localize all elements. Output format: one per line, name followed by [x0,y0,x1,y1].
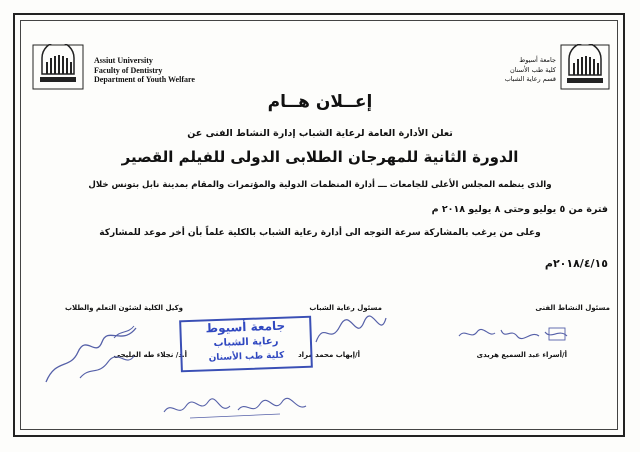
signature-role-art: مسئول النشاط الفنى [535,304,610,312]
english-header-university: Assiut University [94,56,153,65]
official-stamp [179,316,313,373]
signature-name-vice-dean: أ.د/ نجلاء طه المليجى [113,351,187,359]
english-header-faculty: Faculty of Dentistry [94,65,163,75]
event-name: الدورة الثانية للمهرجان الطلابى الدولى للفيلم القصير [121,148,519,166]
signature-role-youth: مسئول رعاية الشباب [309,304,382,312]
handwritten-initials [160,394,310,422]
arabic-header [505,56,556,85]
body-line-5: وعلى من يرغب بالمشاركة سرعة التوجه الى أدارة رعاية الشباب بالكلية علماً بأن أخر موعد للمشاركة [99,228,541,238]
stamp-line-1: جامعة أسيوط [205,318,286,336]
handwritten-signature-art [455,324,575,344]
english-header [94,56,195,85]
announcement-title: إعــلان هــام [267,92,373,112]
arabic-header-department: قسم رعاية الشباب [504,75,556,83]
university-logo-left [32,44,84,90]
handwritten-signature-youth [310,312,390,348]
body-line-3: والذى ينظمه المجلس الأعلى للجامعات ـــ أدارة المنظمات الدولية والمؤتمرات والمقام بمدينة نابل بتونس خلال [88,180,552,190]
stamp-line-3: كلية طب الأسنان [208,350,285,364]
english-header-department: Department of Youth Welfare [94,75,195,84]
handwritten-signature-vice-dean [36,318,146,388]
signature-name-art: أ/أسراء عبد السميع هريدى [476,351,567,359]
deadline-date: ٢٠١٨/٤/١٥م [544,257,608,270]
body-line-1: تعلن الأدارة العامة لرعاية الشباب إدارة النشاط الفنى عن [187,128,453,139]
arabic-header-university: جامعة أسيوط [519,56,556,64]
arabic-header-faculty: كلية طب الأسنان [509,65,556,74]
signature-role-vice-dean: وكيل الكلية لشئون التعلم والطلاب [64,304,183,312]
stamp-line-2: رعاية الشباب [213,335,279,350]
body-line-4: فترة من ٥ يوليو وحتى ٨ يوليو ٢٠١٨ م [431,204,608,215]
university-logo-right [560,44,610,90]
signature-name-youth: أ/إيهاب محمد مراد [298,351,360,359]
